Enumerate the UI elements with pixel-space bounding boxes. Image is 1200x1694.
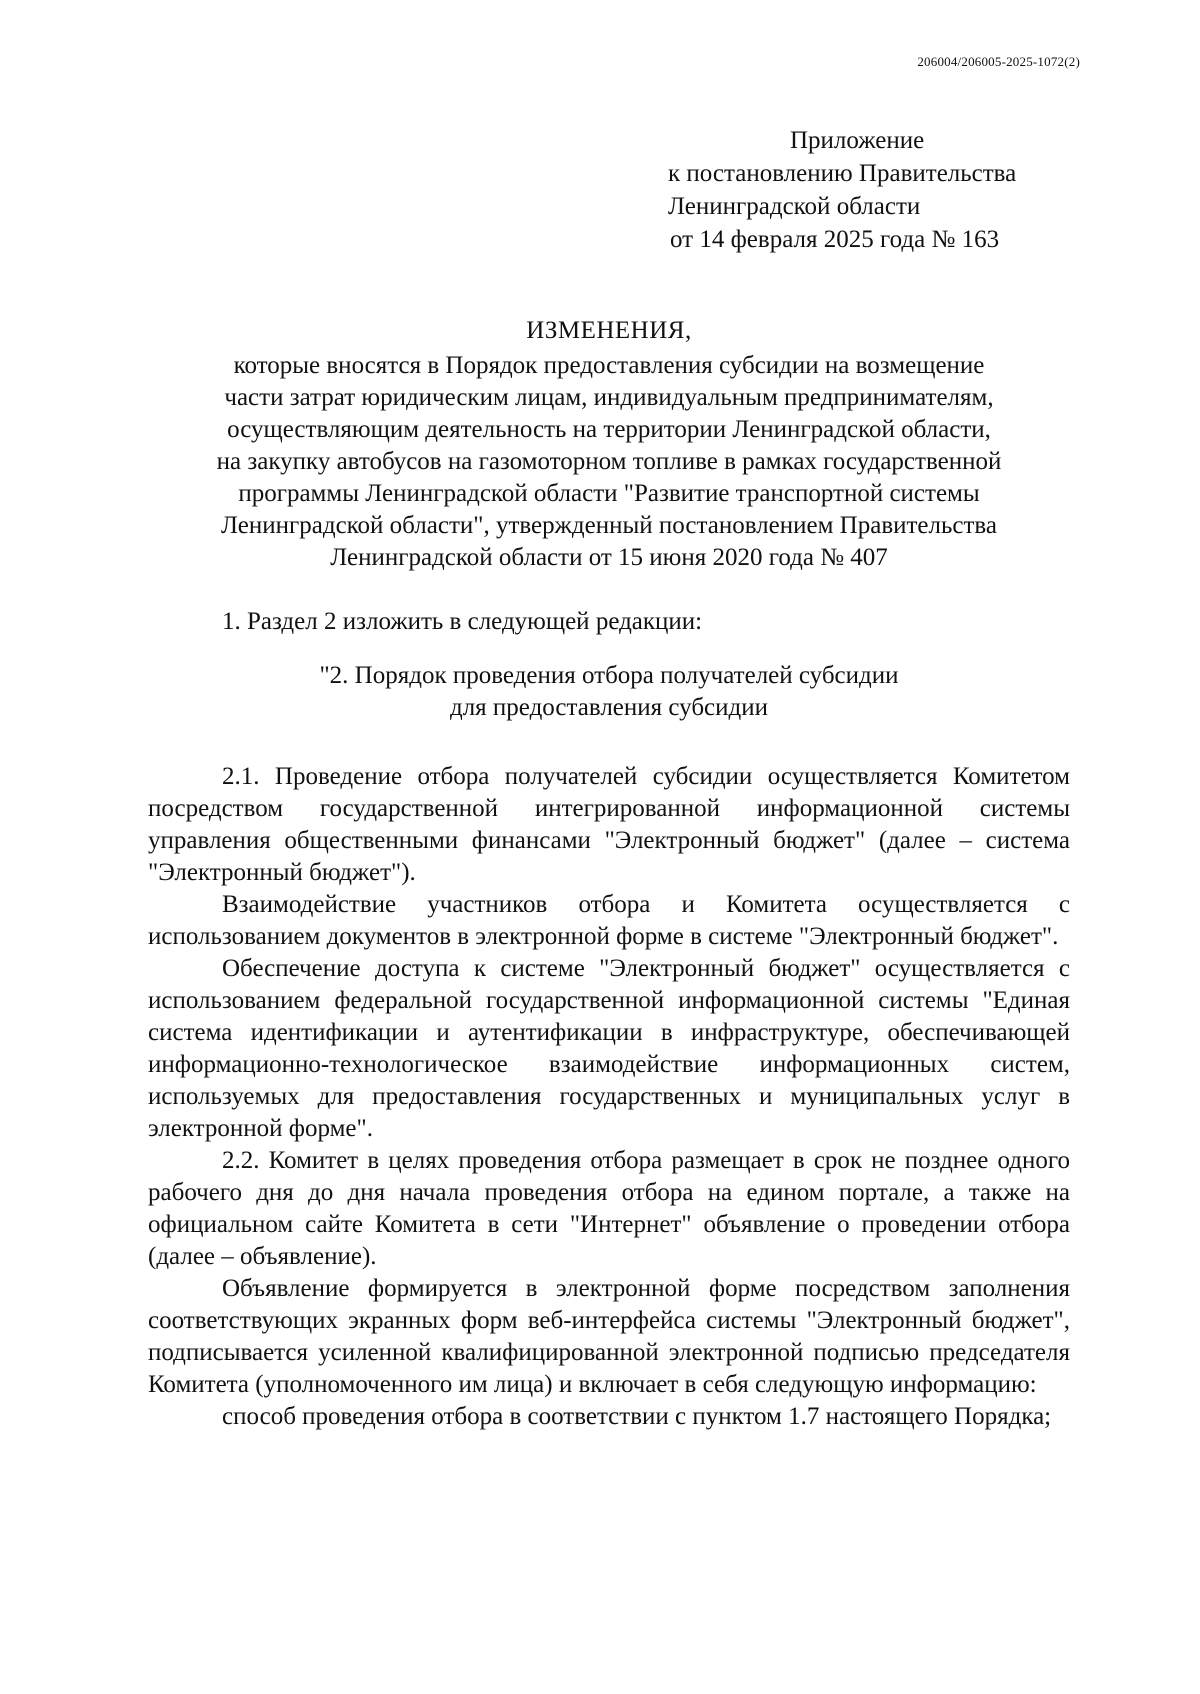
document-code: 206004/206005-2025-1072(2) xyxy=(917,54,1080,69)
amendment-item: 1. Раздел 2 изложить в следующей редакции: xyxy=(222,608,703,635)
appendix-block xyxy=(668,124,1016,256)
title-line: осуществляющим деятельность на территории Ленинградской области, xyxy=(227,416,991,443)
appendix-line: Ленинградской области xyxy=(668,193,921,220)
title-line: которые вносятся в Порядок предоставления субсидии на возмещение xyxy=(233,352,985,379)
appendix-line: Приложение xyxy=(790,127,925,154)
title-line: на закупку автобусов на газомоторном топливе в рамках государственной xyxy=(216,448,1002,475)
document-body xyxy=(148,606,1070,1433)
title-line: части затрат юридическим лицам, индивидуальным предпринимателям, xyxy=(224,384,994,411)
section-heading-line: "2. Порядок проведения отбора получателей субсидии xyxy=(319,662,899,689)
paragraph: 2.2. Комитет в целях проведения отбора размещает в срок не позднее одного рабочего дня до дня начала проведения отбора на едином портале, а также на официальном сайте Комитета в сети "Интернет" объявление о проведении отбора (далее – объявление). xyxy=(148,1147,1070,1270)
title-line: программы Ленинградской области "Развитие транспортной системы xyxy=(238,480,980,507)
appendix-line: к постановлению Правительства xyxy=(668,160,1017,187)
section-heading-line: для предоставления субсидии xyxy=(449,694,769,721)
title-main: ИЗМЕНЕНИЯ, xyxy=(526,317,692,344)
section-heading xyxy=(148,660,1070,724)
appendix-line: от 14 февраля 2025 года № 163 xyxy=(670,226,1000,253)
title-line: Ленинградской области от 15 июня 2020 года № 407 xyxy=(330,544,888,571)
paragraph: 2.1. Проведение отбора получателей субсидии осуществляется Комитетом посредством государственной интегрированной информационной системы управления общественными финансами "Электронный бюджет" (далее – система "Электронный бюджет"). xyxy=(148,763,1070,886)
paragraph: способ проведения отбора в соответствии с пунктом 1.7 настоящего Порядка; xyxy=(222,1403,1052,1430)
paragraph: Обеспечение доступа к системе "Электронный бюджет" осуществляется с использованием федеральной государственной информационной системы "Единая система идентификации и аутентификации в инфраструктуре, обеспечивающей информационно-технологическое взаимодействие информационных систем, используемых для предоставления государственных и муниципальных услуг в электронной форме". xyxy=(148,955,1070,1142)
document-title xyxy=(148,312,1070,574)
title-line: Ленинградской области", утвержденный постановлением Правительства xyxy=(220,512,997,539)
paragraph: Взаимодействие участников отбора и Комитета осуществляется с использованием документов в электронной форме в системе "Электронный бюджет". xyxy=(148,891,1070,950)
paragraph: Объявление формируется в электронной форме посредством заполнения соответствующих экранных форм веб-интерфейса системы "Электронный бюджет", подписывается усиленной квалифицированной электронной подписью председателя Комитета (уполномоченного им лица) и включает в себя следующую информацию: xyxy=(148,1275,1070,1398)
